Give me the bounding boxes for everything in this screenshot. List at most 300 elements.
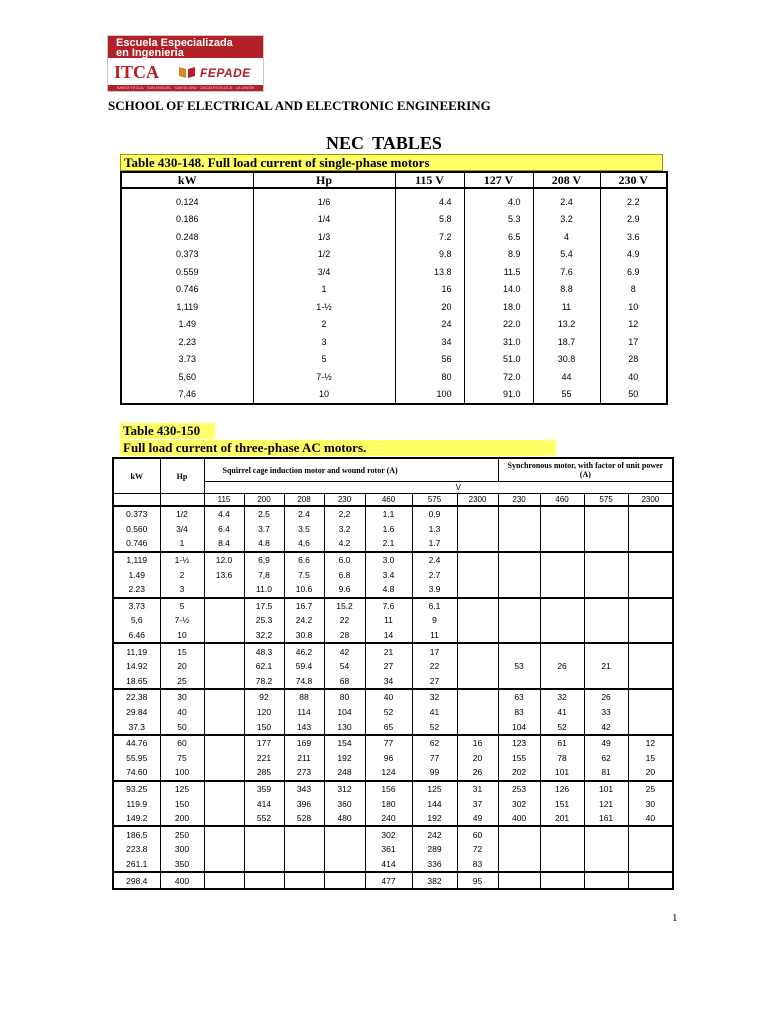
table-cell: 396 <box>284 796 324 811</box>
table-cell <box>540 826 584 842</box>
table-cell <box>584 842 628 857</box>
table-cell: 4.4 <box>395 188 464 211</box>
table-cell: 42 <box>584 719 628 735</box>
table-cell: 5,60 <box>121 368 253 386</box>
table-cell: 7-½ <box>253 368 395 386</box>
table-cell: 30.8 <box>284 628 324 644</box>
table-cell <box>540 643 584 659</box>
table-cell <box>457 689 498 705</box>
table-cell: 24 <box>395 316 464 334</box>
table-row <box>113 613 673 628</box>
header-squirrel-cage: Squirrel cage induction motor and wound rotor (A) <box>204 458 498 482</box>
table-cell <box>498 536 540 552</box>
table-cell: 3.6 <box>600 228 667 246</box>
table-row <box>113 628 673 644</box>
table-cell: 6.8 <box>324 567 365 582</box>
table-cell <box>584 522 628 537</box>
table-cell: 59.4 <box>284 659 324 674</box>
table-cell <box>584 567 628 582</box>
table-cell: 13.2 <box>533 316 600 334</box>
voltage-cell: 2300 <box>628 494 673 507</box>
voltage-cell-empty <box>113 494 160 507</box>
table-cell: 11.5 <box>464 263 533 281</box>
table-cell: 3.7 <box>244 522 284 537</box>
table-cell: 552 <box>244 811 284 827</box>
table-cell: 3/4 <box>253 263 395 281</box>
table-cell <box>498 674 540 690</box>
table-cell: 40 <box>160 705 204 720</box>
table-cell: 32,2 <box>244 628 284 644</box>
table-cell: 100 <box>395 386 464 405</box>
table-cell <box>584 643 628 659</box>
table-cell <box>584 857 628 873</box>
table-cell <box>628 872 673 889</box>
table-cell: 2.2 <box>600 188 667 211</box>
table-cell: 60 <box>160 735 204 751</box>
table-cell: 1/4 <box>253 211 395 229</box>
table-cell <box>540 872 584 889</box>
table-cell: 17 <box>412 643 457 659</box>
table-cell: 3.2 <box>533 211 600 229</box>
table-cell: 1,1 <box>365 506 412 522</box>
table-cell <box>498 506 540 522</box>
table-cell <box>540 567 584 582</box>
table-cell <box>244 842 284 857</box>
table-cell: 528 <box>284 811 324 827</box>
table-cell: 41 <box>540 705 584 720</box>
table-cell: 0.124 <box>121 188 253 211</box>
table-cell <box>324 857 365 873</box>
table-cell: 93.25 <box>113 781 160 797</box>
voltage-cell: 230 <box>324 494 365 507</box>
table-cell: 5.3 <box>464 211 533 229</box>
table-cell: 14 <box>365 628 412 644</box>
table-cell <box>628 659 673 674</box>
table-cell: 155 <box>498 751 540 766</box>
table-cell: 192 <box>324 751 365 766</box>
table-cell: 74.8 <box>284 674 324 690</box>
table-cell <box>204 719 244 735</box>
table-row <box>121 368 667 386</box>
table-cell: 28 <box>324 628 365 644</box>
table-cell <box>540 842 584 857</box>
table-cell: 302 <box>498 796 540 811</box>
table-cell <box>204 689 244 705</box>
table-cell: 28 <box>600 351 667 369</box>
table-cell: 53 <box>498 659 540 674</box>
single-phase-motor-table <box>120 171 668 405</box>
table-cell: 11,19 <box>113 643 160 659</box>
table-cell: 24.2 <box>284 613 324 628</box>
table-row <box>113 536 673 552</box>
table-cell: 0.186 <box>121 211 253 229</box>
table-cell: 126 <box>540 781 584 797</box>
table-row <box>113 872 673 889</box>
table-cell: 55 <box>533 386 600 405</box>
table-cell: 2,2 <box>324 506 365 522</box>
table-cell: 62 <box>584 751 628 766</box>
table-cell: 477 <box>365 872 412 889</box>
table-cell <box>204 872 244 889</box>
table-cell <box>628 628 673 644</box>
table-cell: 414 <box>365 857 412 873</box>
table-cell: 18.0 <box>464 298 533 316</box>
table-cell: 17.5 <box>244 598 284 614</box>
table-cell: 144 <box>412 796 457 811</box>
table-row <box>113 751 673 766</box>
table-cell: 156 <box>365 781 412 797</box>
table-cell: 60 <box>457 826 498 842</box>
table-cell: 12 <box>628 735 673 751</box>
table-cell <box>540 552 584 568</box>
table-cell <box>540 674 584 690</box>
table-cell: 63 <box>498 689 540 705</box>
table-cell: 52 <box>540 719 584 735</box>
table-cell <box>284 857 324 873</box>
table-cell: 32 <box>412 689 457 705</box>
table-cell: 30 <box>628 796 673 811</box>
table-header-row <box>121 172 667 188</box>
table-cell: 221 <box>244 751 284 766</box>
table-cell: 6.0 <box>324 552 365 568</box>
table-cell <box>498 552 540 568</box>
table-cell: 223.8 <box>113 842 160 857</box>
table-cell: 4.9 <box>600 246 667 264</box>
table-cell: 5.8 <box>395 211 464 229</box>
table-cell: 3.73 <box>121 351 253 369</box>
table-cell <box>584 872 628 889</box>
header-synchronous: Synchronous motor, with factor of unit power (A) <box>498 458 673 482</box>
voltage-cell: 575 <box>584 494 628 507</box>
table-cell: 3 <box>160 582 204 598</box>
table-cell <box>540 536 584 552</box>
table-cell: 37.3 <box>113 719 160 735</box>
table-cell: 285 <box>244 765 284 781</box>
table-cell <box>540 628 584 644</box>
table-cell: 46.2 <box>284 643 324 659</box>
table-cell <box>628 522 673 537</box>
table-cell <box>540 598 584 614</box>
table-cell: 1-½ <box>253 298 395 316</box>
table-cell: 31.0 <box>464 333 533 351</box>
table-cell: 11 <box>533 298 600 316</box>
table-cell: 0.373 <box>113 506 160 522</box>
table-cell <box>540 613 584 628</box>
table-cell: 8.4 <box>204 536 244 552</box>
table-cell: 1/2 <box>253 246 395 264</box>
table-cell <box>498 842 540 857</box>
table-cell: 361 <box>365 842 412 857</box>
table-cell: 83 <box>498 705 540 720</box>
table-cell: 10.6 <box>284 582 324 598</box>
table-cell: 298.4 <box>113 872 160 889</box>
table-cell: 25 <box>628 781 673 797</box>
logo-bottom-strip: SANTA TECLA · SAN MIGUEL · SANTA ANA · ZACATECOLUCA · LA UNIÓN <box>108 85 263 91</box>
table2-title: Table 430-150 <box>120 423 215 439</box>
table-cell: 143 <box>284 719 324 735</box>
voltage-cell: 575 <box>412 494 457 507</box>
column-header: 127 V <box>464 172 533 188</box>
voltage-cell: 460 <box>365 494 412 507</box>
table-cell: 1.49 <box>121 316 253 334</box>
table-cell <box>324 842 365 857</box>
table-cell <box>244 857 284 873</box>
table-cell: 9.8 <box>395 246 464 264</box>
table-cell <box>204 826 244 842</box>
table-cell <box>584 826 628 842</box>
table-cell: 400 <box>160 872 204 889</box>
table-cell: 3.9 <box>412 582 457 598</box>
table-cell: 16 <box>457 735 498 751</box>
book-emblem-icon <box>178 65 196 79</box>
table-cell: 50 <box>160 719 204 735</box>
table-cell: 101 <box>540 765 584 781</box>
column-header: Hp <box>253 172 395 188</box>
table-cell: 3.4 <box>365 567 412 582</box>
table-row <box>121 298 667 316</box>
table-cell <box>457 613 498 628</box>
table-cell: 2.5 <box>244 506 284 522</box>
table-cell: 52 <box>412 719 457 735</box>
table-cell <box>584 628 628 644</box>
table-cell: 480 <box>324 811 365 827</box>
table-cell: 150 <box>244 719 284 735</box>
table-row <box>121 316 667 334</box>
table-cell <box>457 659 498 674</box>
table-cell: 6,9 <box>244 552 284 568</box>
table-cell: 22 <box>412 659 457 674</box>
table-cell: 80 <box>395 368 464 386</box>
table-cell <box>204 857 244 873</box>
table-cell: 61 <box>540 735 584 751</box>
table-row <box>113 598 673 614</box>
table-cell <box>204 582 244 598</box>
table-row <box>113 826 673 842</box>
header-hp: Hp <box>160 458 204 494</box>
table-cell: 123 <box>498 735 540 751</box>
column-header: 115 V <box>395 172 464 188</box>
table-cell: 7.5 <box>284 567 324 582</box>
column-header: 230 V <box>600 172 667 188</box>
table-cell <box>457 719 498 735</box>
table-cell <box>628 719 673 735</box>
table-cell: 400 <box>498 811 540 827</box>
table-cell <box>628 842 673 857</box>
table-cell <box>204 751 244 766</box>
table-cell <box>498 872 540 889</box>
table-cell: 6.1 <box>412 598 457 614</box>
table-cell: 10 <box>253 386 395 405</box>
table-cell: 1.6 <box>365 522 412 537</box>
table-cell: 1,119 <box>121 298 253 316</box>
table-row <box>113 735 673 751</box>
logo-line1: Escuela Especializada <box>116 37 233 49</box>
table-cell <box>584 506 628 522</box>
table-cell: 2.9 <box>600 211 667 229</box>
table-cell <box>457 506 498 522</box>
table-cell: 6.4 <box>204 522 244 537</box>
table-cell <box>204 765 244 781</box>
table-cell: 49 <box>457 811 498 827</box>
table-row <box>113 796 673 811</box>
table-cell: 17 <box>600 333 667 351</box>
table-cell: 72 <box>457 842 498 857</box>
logo-itca: ITCA <box>114 62 160 82</box>
table-cell: 4.0 <box>464 188 533 211</box>
table-cell: 20 <box>457 751 498 766</box>
table-cell <box>498 598 540 614</box>
table-cell: 2 <box>253 316 395 334</box>
table-cell <box>584 674 628 690</box>
table-cell <box>628 857 673 873</box>
table-cell: 3.0 <box>365 552 412 568</box>
table-cell: 5,6 <box>113 613 160 628</box>
table-cell: 8.8 <box>533 281 600 299</box>
table-cell: 0.746 <box>113 536 160 552</box>
table-cell: 211 <box>284 751 324 766</box>
table-cell: 202 <box>498 765 540 781</box>
table-cell: 1/3 <box>253 228 395 246</box>
table-cell: 9 <box>412 613 457 628</box>
table1-title: Table 430-148. Full load current of single-phase motors <box>120 154 663 171</box>
table-cell: 44.76 <box>113 735 160 751</box>
table-cell: 5 <box>253 351 395 369</box>
table-cell: 20 <box>628 765 673 781</box>
table-cell: 124 <box>365 765 412 781</box>
table-cell: 40 <box>365 689 412 705</box>
table-cell: 101 <box>584 781 628 797</box>
table-cell <box>457 536 498 552</box>
table-cell: 6.46 <box>113 628 160 644</box>
table-row <box>113 765 673 781</box>
table-cell: 83 <box>457 857 498 873</box>
table-cell: 3.5 <box>284 522 324 537</box>
table-cell: 16 <box>395 281 464 299</box>
table-cell: 95 <box>457 872 498 889</box>
table-cell: 3.2 <box>324 522 365 537</box>
table-cell: 52 <box>365 705 412 720</box>
table-cell: 4.4 <box>204 506 244 522</box>
table-cell <box>584 552 628 568</box>
table-cell: 8 <box>600 281 667 299</box>
table-cell: 1,119 <box>113 552 160 568</box>
table-cell <box>628 567 673 582</box>
table-cell: 5 <box>160 598 204 614</box>
table-cell: 0.746 <box>121 281 253 299</box>
table-cell: 261.1 <box>113 857 160 873</box>
table-cell <box>324 826 365 842</box>
table-row <box>113 522 673 537</box>
table-cell <box>284 872 324 889</box>
table-cell: 15 <box>160 643 204 659</box>
table-row <box>113 781 673 797</box>
table-cell: 80 <box>324 689 365 705</box>
table-row <box>113 705 673 720</box>
table-cell: 154 <box>324 735 365 751</box>
table-cell: 1 <box>253 281 395 299</box>
table-cell <box>628 536 673 552</box>
table-cell: 1-½ <box>160 552 204 568</box>
table-cell: 1/2 <box>160 506 204 522</box>
table-cell: 14.92 <box>113 659 160 674</box>
table-cell: 177 <box>244 735 284 751</box>
table-row <box>121 263 667 281</box>
table-cell <box>498 826 540 842</box>
table-cell: 119.9 <box>113 796 160 811</box>
table-cell: 42 <box>324 643 365 659</box>
table-cell: 34 <box>395 333 464 351</box>
table-cell: 0.560 <box>113 522 160 537</box>
voltage-cell: 200 <box>244 494 284 507</box>
voltage-cell: 2300 <box>457 494 498 507</box>
table-cell <box>204 781 244 797</box>
table-cell <box>584 598 628 614</box>
table-cell <box>204 796 244 811</box>
table-cell <box>204 735 244 751</box>
table-cell <box>204 674 244 690</box>
table-cell <box>628 705 673 720</box>
table-cell: 4 <box>533 228 600 246</box>
table-cell: 6.9 <box>600 263 667 281</box>
table-cell: 30.8 <box>533 351 600 369</box>
table-cell: 360 <box>324 796 365 811</box>
table-cell: 2 <box>160 567 204 582</box>
table-cell: 13.8 <box>395 263 464 281</box>
logo-line2: en Ingeniería <box>116 47 184 59</box>
header-kw: kW <box>113 458 160 494</box>
table-cell: 180 <box>365 796 412 811</box>
table-cell: 5.4 <box>533 246 600 264</box>
table-cell: 56 <box>395 351 464 369</box>
table-cell: 192 <box>412 811 457 827</box>
table-row <box>121 333 667 351</box>
table-cell: 22.0 <box>464 316 533 334</box>
table-cell: 125 <box>160 781 204 797</box>
table-cell: 88 <box>284 689 324 705</box>
table-cell: 81 <box>584 765 628 781</box>
table-cell <box>498 567 540 582</box>
table-cell: 75 <box>160 751 204 766</box>
table-cell: 0.559 <box>121 263 253 281</box>
table-cell: 91.0 <box>464 386 533 405</box>
table-cell: 65 <box>365 719 412 735</box>
table-cell: 68 <box>324 674 365 690</box>
table-cell: 15 <box>628 751 673 766</box>
table-cell: 26 <box>584 689 628 705</box>
table-row <box>121 386 667 405</box>
table-cell: 12 <box>600 316 667 334</box>
table-cell: 10 <box>160 628 204 644</box>
table-cell: 7.2 <box>395 228 464 246</box>
table-cell: 25 <box>160 674 204 690</box>
table-cell: 21 <box>584 659 628 674</box>
table-cell <box>498 628 540 644</box>
table-cell: 25.3 <box>244 613 284 628</box>
table-cell: 7.6 <box>365 598 412 614</box>
voltage-cell: 115 <box>204 494 244 507</box>
table-cell: 1.49 <box>113 567 160 582</box>
table-cell: 29.84 <box>113 705 160 720</box>
table-cell: 3/4 <box>160 522 204 537</box>
table-row <box>113 719 673 735</box>
table-cell: 62.1 <box>244 659 284 674</box>
school-heading: SCHOOL OF ELECTRICAL AND ELECTRONIC ENGINEERING <box>108 98 491 113</box>
table-cell: 99 <box>412 765 457 781</box>
table-cell: 100 <box>160 765 204 781</box>
table-cell: 18.7 <box>533 333 600 351</box>
table-row <box>113 857 673 873</box>
table-cell: 186.5 <box>113 826 160 842</box>
